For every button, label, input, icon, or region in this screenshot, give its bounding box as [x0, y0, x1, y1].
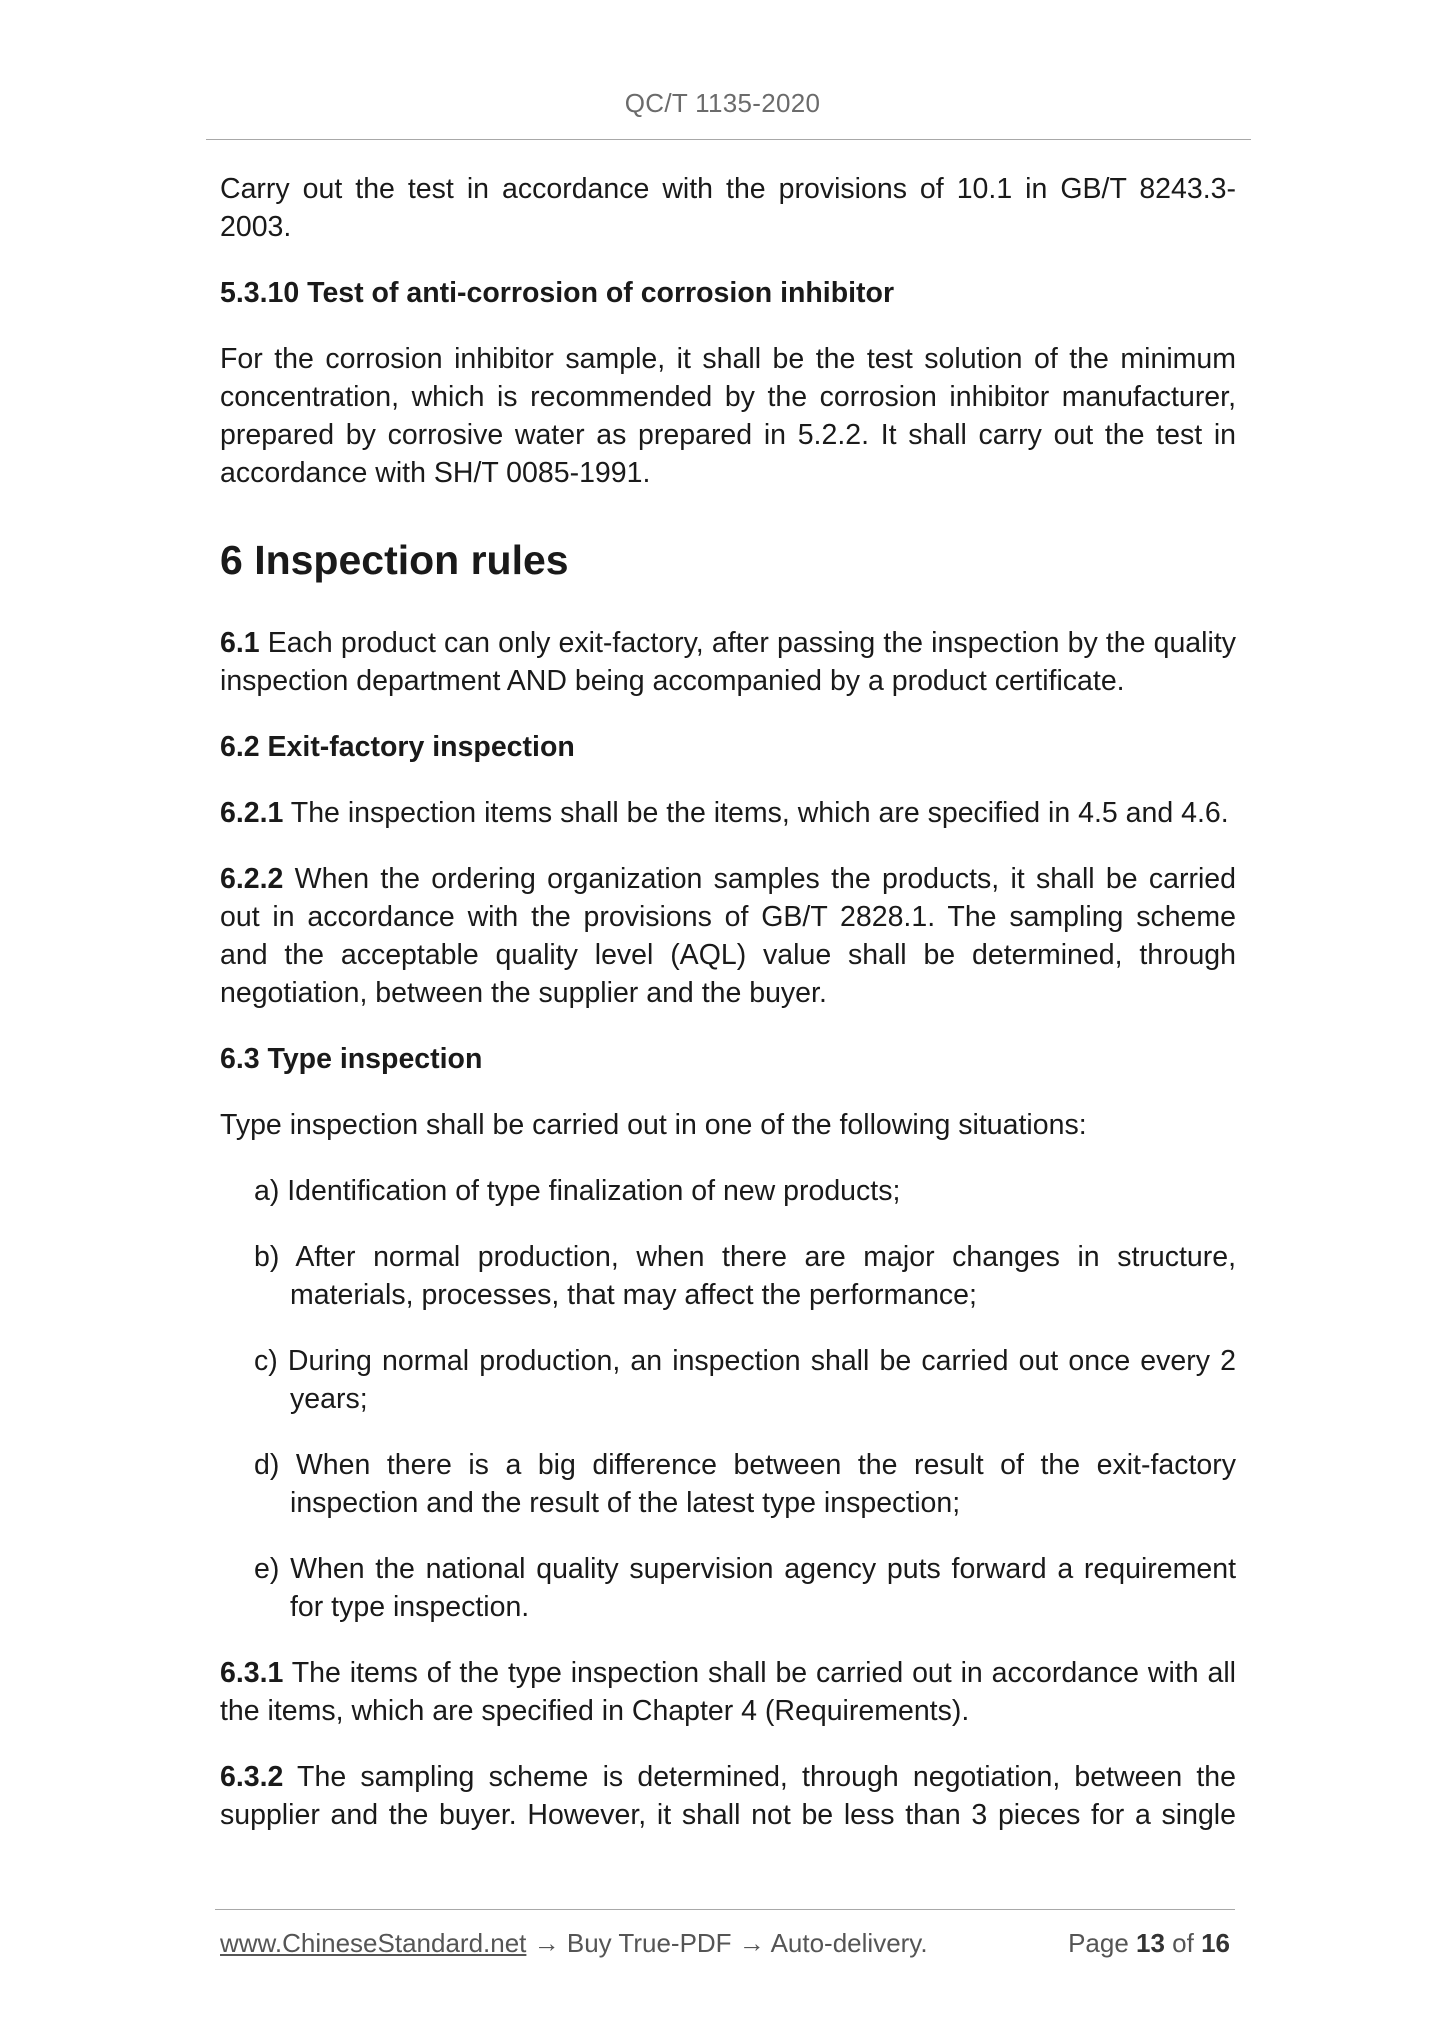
- list-item-text: b) After normal production, when there are major changes in structure, materials, processes, that may affect the performance;: [254, 1241, 1236, 1311]
- list-item: [220, 1446, 1236, 1522]
- section-6-2-2-paragraph: [220, 860, 1236, 1012]
- section-6-1-text: Each product can only exit-factory, after passing the inspection by the quality inspection department AND being accompanied by a product certificate.: [220, 627, 1236, 697]
- section-6-3-2-text: The sampling scheme is determined, through negotiation, between the supplier and the buyer. However, it shall not be less than 3 pieces for a single: [220, 1761, 1236, 1831]
- page-of-label: of: [1164, 1928, 1202, 1958]
- document-header-title: QC/T 1135-2020: [624, 88, 821, 118]
- footer-website-link[interactable]: www.ChineseStandard.net: [220, 1928, 527, 1958]
- section-6-3-intro: Type inspection shall be carried out in one of the following situations:: [220, 1109, 1087, 1141]
- list-item: [220, 1550, 1236, 1626]
- footer-promo: [220, 1928, 928, 1959]
- section-5-3-10-heading: 5.3.10 Test of anti-corrosion of corrosion inhibitor: [220, 277, 895, 309]
- list-item-text: d) When there is a big difference between the result of the exit-factory inspection and the result of the latest type inspection;: [254, 1449, 1236, 1519]
- section-6-2-1-text: The inspection items shall be the items, which are specified in 4.5 and 4.6.: [283, 797, 1229, 829]
- section-6-3-2-number: 6.3.2: [220, 1761, 284, 1793]
- section-6-3-1-paragraph: [220, 1654, 1236, 1730]
- section-6-3-1-number: 6.3.1: [220, 1657, 284, 1689]
- footer-promo-text: → Buy True-PDF → Auto-delivery.: [526, 1928, 928, 1958]
- document-body: [220, 170, 1236, 1862]
- section-6-2-heading: 6.2 Exit-factory inspection: [220, 731, 575, 763]
- list-item-text: e) When the national quality supervision agency puts forward a requirement for type inspection.: [254, 1553, 1236, 1623]
- section-6-2-2-number: 6.2.2: [220, 863, 284, 895]
- page-total: 16: [1201, 1928, 1230, 1958]
- list-item-text: a) Identification of type finalization of new products;: [254, 1175, 901, 1207]
- page-current: 13: [1136, 1928, 1165, 1958]
- list-item-text: c) During normal production, an inspection shall be carried out once every 2 years;: [254, 1345, 1236, 1415]
- section-5-3-10-text: For the corrosion inhibitor sample, it shall be the test solution of the minimum concentration, which is recommended by the corrosion inhibitor manufacturer, prepared by corrosive water as prepared in 5.2.2. It shall carry out the test in accordance with SH/T 0085-1991.: [220, 343, 1236, 489]
- page-label: Page: [1068, 1928, 1137, 1958]
- page-number: [1068, 1928, 1230, 1959]
- section-6-2-1-paragraph: [220, 794, 1236, 832]
- section-6-heading: 6 Inspection rules: [220, 537, 569, 583]
- list-item: [220, 1238, 1236, 1314]
- section-6-3-heading: 6.3 Type inspection: [220, 1043, 483, 1075]
- list-item: [220, 1172, 1236, 1210]
- section-6-2-2-text: When the ordering organization samples the products, it shall be carried out in accordance with the provisions of GB/T 2828.1. The sampling scheme and the acceptable quality level (AQL) value shall be determined, through negotiation, between the supplier and the buyer.: [220, 863, 1236, 1009]
- footer-divider: [215, 1909, 1235, 1910]
- page-footer: [220, 1928, 1230, 1959]
- section-6-1-number: 6.1: [220, 627, 260, 659]
- section-6-2-1-number: 6.2.1: [220, 797, 284, 829]
- intro-paragraph: Carry out the test in accordance with the provisions of 10.1 in GB/T 8243.3-2003.: [220, 173, 1236, 243]
- section-6-1-paragraph: [220, 624, 1236, 700]
- section-6-3-1-text: The items of the type inspection shall be carried out in accordance with all the items, which are specified in Chapter 4 (Requirements).: [220, 1657, 1236, 1727]
- list-item: [220, 1342, 1236, 1418]
- section-6-3-2-paragraph: [220, 1758, 1236, 1834]
- header-divider: [206, 139, 1251, 140]
